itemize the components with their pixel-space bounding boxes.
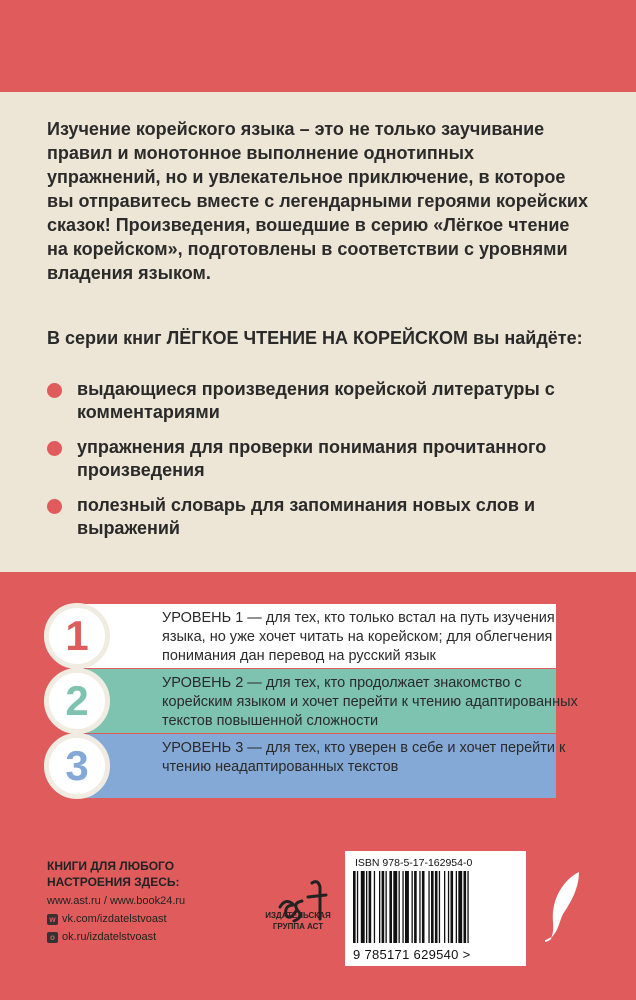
- bullet-dot-icon: [47, 383, 62, 398]
- bullet-dot-icon: [47, 441, 62, 456]
- level-number-badge: 2: [44, 668, 110, 734]
- intro-paragraph: Изучение корейского языка – это не только заучивание правил и монотонное выполнение однотипных упражнений, но и увлекательное приключение, в которое вы отправитесь вместе с легендарными героями корейских сказок! Произведения, вошедшие в серию «Лёгкое чтение на корейском», подготовлены в соответствии с уровнями владения языком.: [47, 119, 588, 283]
- ok-link[interactable]: ok.ru/izdatelstvoast: [62, 931, 157, 943]
- site-link-line: [47, 892, 185, 910]
- publisher-links: [47, 892, 185, 946]
- level-number-badge: 1: [44, 603, 110, 669]
- series-heading: В серии книг ЛЁГКОЕ ЧТЕНИЕ НА КОРЕЙСКОМ вы найдёте:: [47, 328, 583, 348]
- site-links[interactable]: www.ast.ru / www.book24.ru: [47, 895, 186, 907]
- level-card: [80, 669, 578, 733]
- feature-text: упражнения для проверки понимания прочитанного произведения: [77, 437, 547, 480]
- ok-link-line: [47, 928, 185, 946]
- feather-logo-icon: [545, 868, 585, 943]
- level-description: УРОВЕНЬ 2 — для тех, кто продолжает знакомство с корейским языком и хочет перейти к чтению адаптированных текстов повышенной сложности: [162, 675, 578, 729]
- feature-list: [47, 378, 592, 552]
- barcode-digits: 9 785171 629540 >: [353, 947, 471, 962]
- level-card: [80, 604, 556, 668]
- footer-label: КНИГИ ДЛЯ ЛЮБОГО НАСТРОЕНИЯ ЗДЕСЬ:: [47, 859, 180, 889]
- level-description: УРОВЕНЬ 3 — для тех, кто уверен в себе и хочет перейти к чтению неадаптированных текстов: [162, 740, 566, 775]
- feature-text: выдающиеся произведения корейской литературы с комментариями: [77, 379, 555, 422]
- barcode-icon: [351, 871, 519, 945]
- level-description: УРОВЕНЬ 1 — для тех, кто только встал на путь изучения языка, но уже хочет читать на корейском; для облегчения понимания дан перевод на русский язык: [162, 610, 555, 664]
- feature-item: [47, 436, 592, 494]
- vk-icon: w: [47, 914, 58, 925]
- ok-icon: o: [47, 932, 58, 943]
- publisher-caption: ИЗДАТЕЛЬСКАЯ ГРУППА АСТ: [265, 911, 331, 931]
- feature-item: [47, 494, 592, 552]
- barcode-box: [345, 851, 526, 966]
- isbn-number: ISBN 978-5-17-162954-0: [355, 857, 473, 869]
- bullet-dot-icon: [47, 499, 62, 514]
- level-card: [80, 734, 566, 798]
- feature-item: [47, 378, 592, 436]
- level-list: [44, 603, 578, 803]
- level-number-badge: 3: [44, 733, 110, 799]
- feature-text: полезный словарь для запоминания новых слов и выражений: [77, 495, 536, 538]
- vk-link[interactable]: vk.com/izdatelstvoast: [62, 913, 167, 925]
- vk-link-line: [47, 910, 185, 928]
